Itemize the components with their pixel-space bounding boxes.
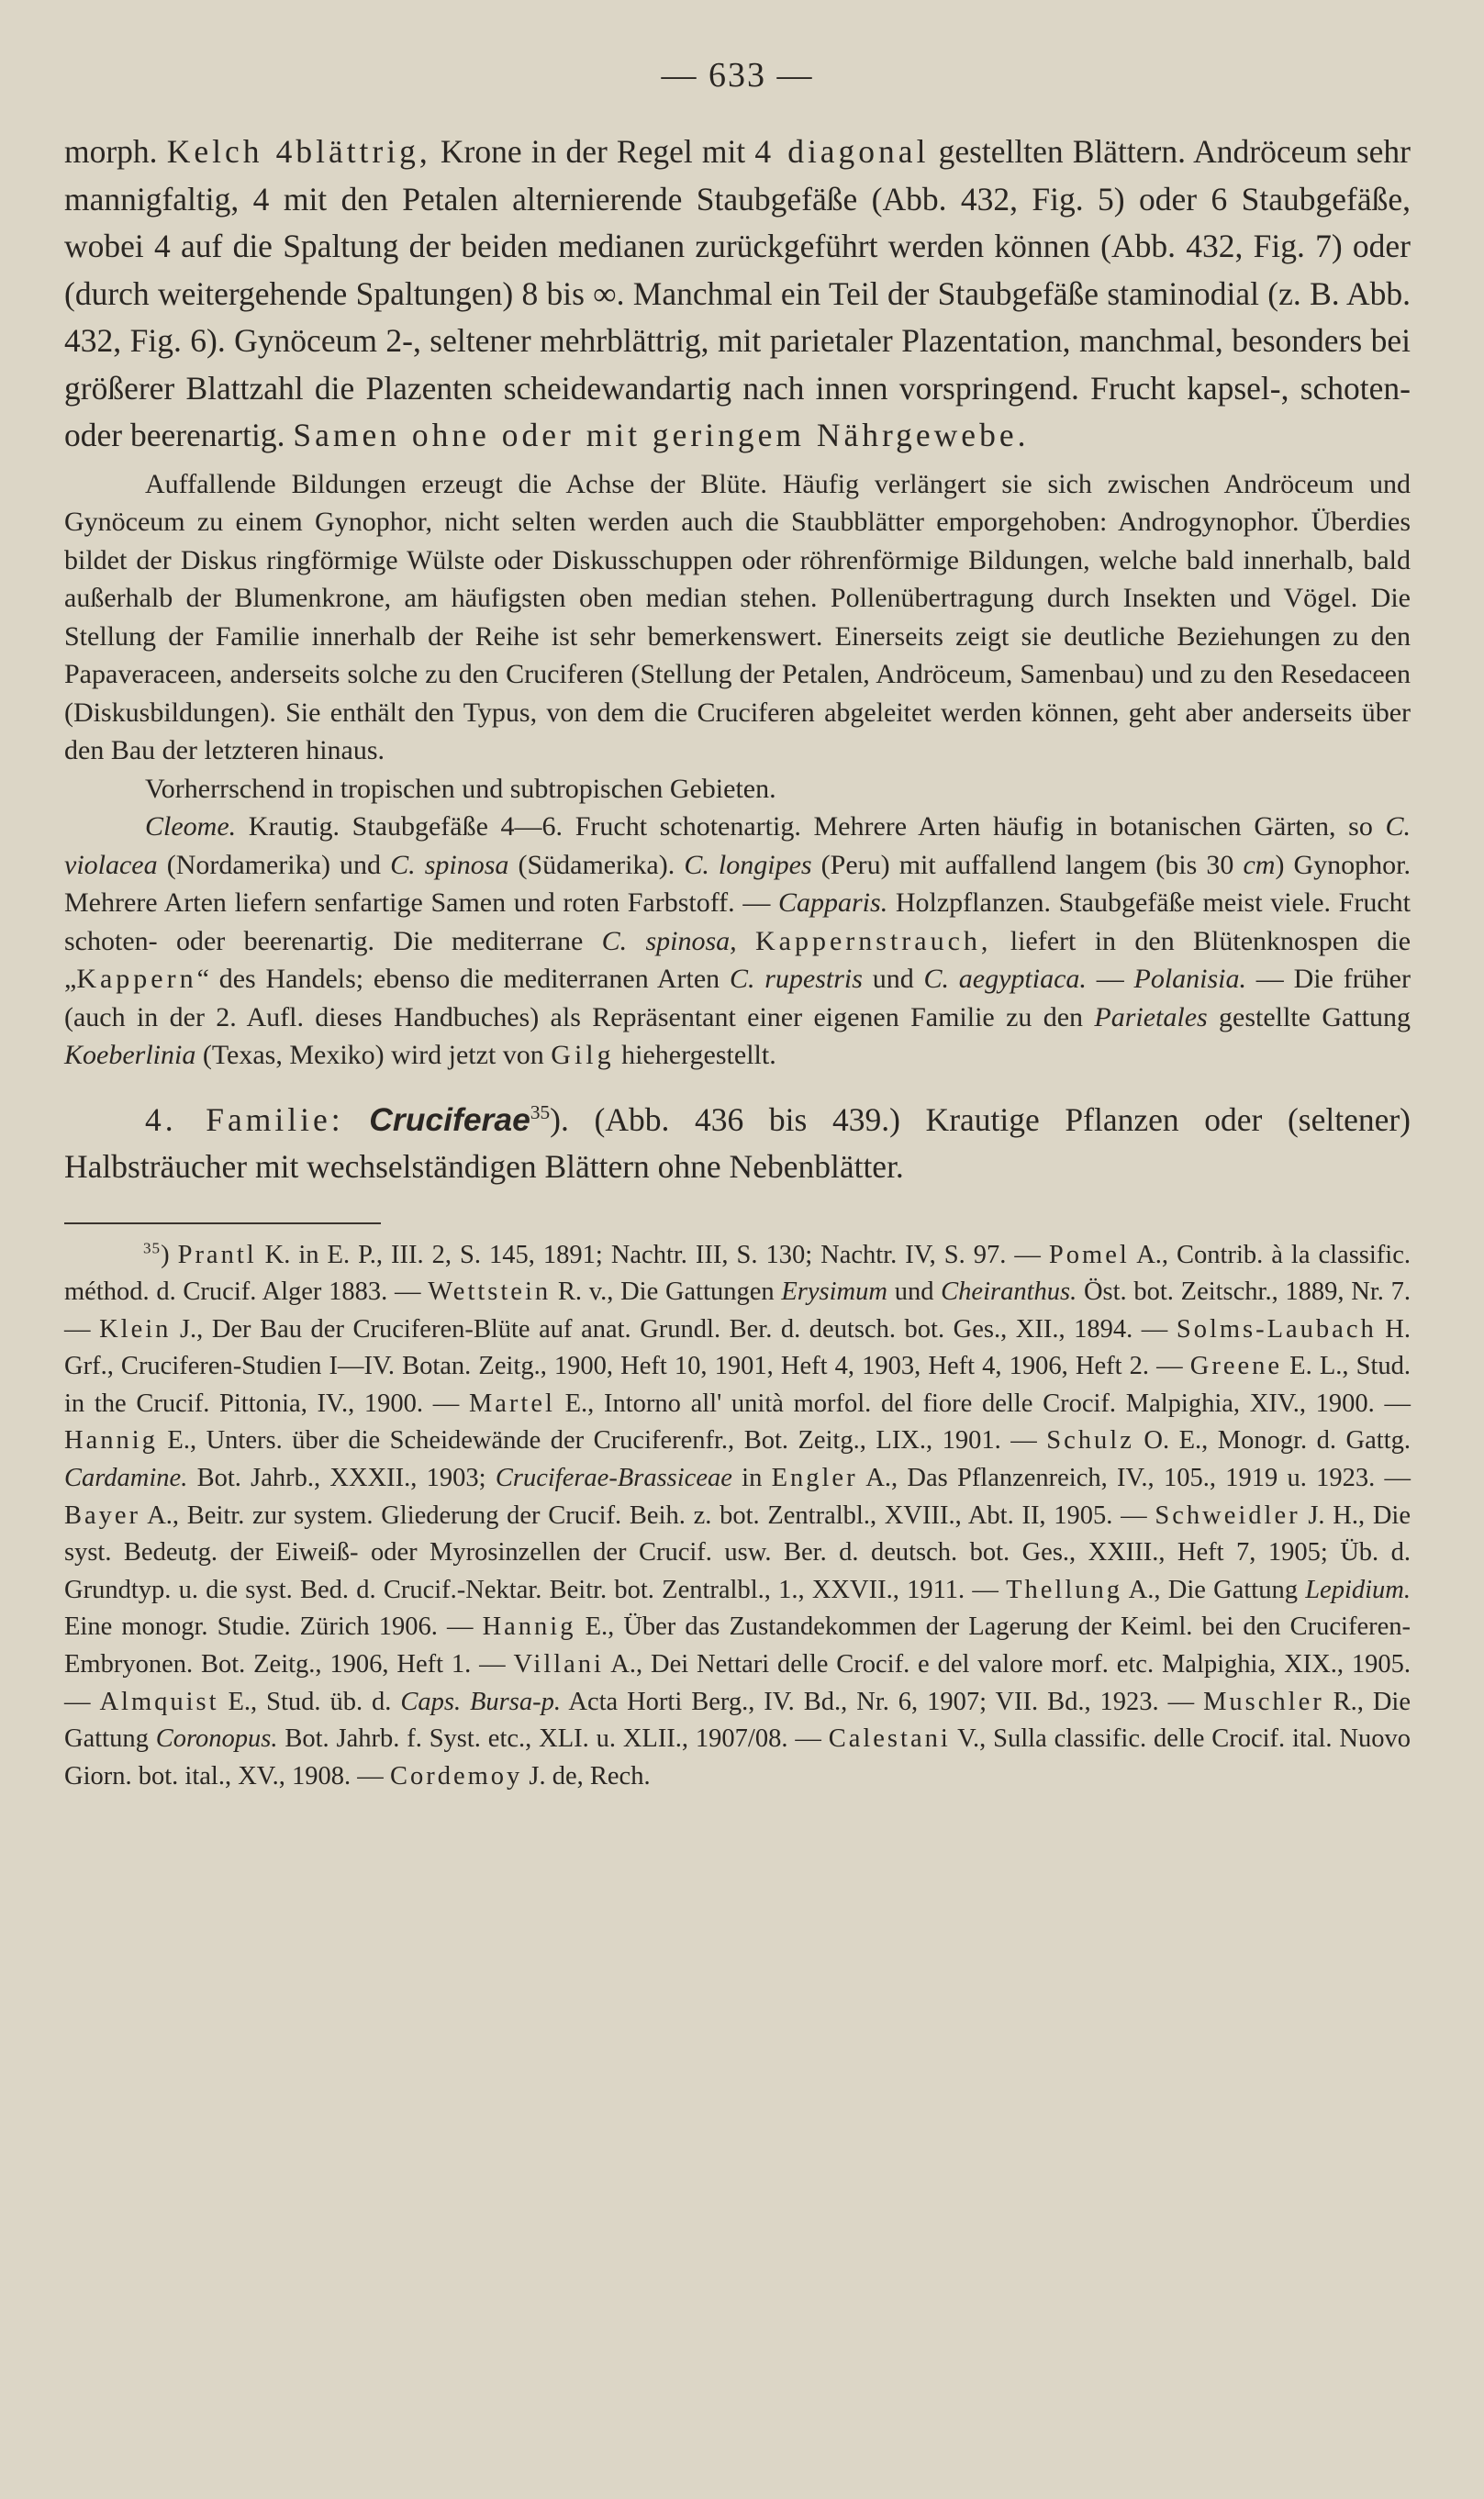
footnote-author: Engler (771, 1464, 858, 1493)
footnote-text: A., Contrib. à la classific. méthod. d. Crucif. Alger 1883. — (64, 1240, 1411, 1307)
footnote-italic-title: Cruciferae-Brassiceae (495, 1464, 732, 1493)
footnote-author: Greene (1189, 1352, 1283, 1381)
footnote-author: Wettstein (428, 1277, 552, 1307)
footnote-text: Eine monogr. Studie. Zürich 1906. — (64, 1612, 483, 1642)
footnote-divider (64, 1222, 381, 1224)
footnote-italic-title: Cardamine. (64, 1464, 188, 1493)
footnote-author: Cordemoy (389, 1761, 523, 1791)
footnote-text: Acta Horti Berg., IV. Bd., Nr. 6, 1907; VII. Bd., 1923. — (560, 1687, 1204, 1716)
footnote-author: Muschler (1203, 1687, 1324, 1716)
footnote-text: Bot. Jahrb. f. Syst. etc., XLI. u. XLII., 1907/08. — (277, 1724, 829, 1754)
footnote-number: 35 (143, 1239, 162, 1256)
paragraph-axis-formations: Auffallende Bildungen erzeugt die Achse der Blüte. Häufig verlängert sie sich zwischen Andröceum und Gynöceum zu einem Gynophor, nicht selten werden auch die Staubblätter emporgehoben: Androgynophor. Überdies bildet der Diskus ringförmige Wülste oder Diskusschuppen oder röhrenförmige Bildungen, welche bald innerhalb, bald außerhalb der Blumenkrone, am häufigsten oben median stehen. Pollenübertragung durch Insekten und Vögel. Die Stellung der Familie innerhalb der Reihe ist sehr bemerkenswert. Einerseits zeigt sie deutliche Beziehungen zu den Papaveraceen, anderseits solche zu den Cruciferen (Stellung der Petalen, Andröceum, Samenbau) und zu den Resedaceen (Diskusbildungen). Sie enthält den Typus, von dem die Cruciferen abgeleitet werden können, geht aber anderseits über den Bau der letzteren hinaus. (64, 468, 1411, 765)
footnote-text: E., Stud. üb. d. (218, 1687, 401, 1716)
footnote-author: Thellung (1006, 1575, 1123, 1604)
footnote-text: J. H., Die syst. Bedeutg. der Eiweiß- oder Myrosinzellen der Crucif. usw. Ber. d. deutsch. bot. Ges., XXIII., Heft 7, 1905; Üb. d. Grundtyp. u. die syst. Bed. d. Crucif.-Nektar. Beitr. bot. Zentralbl., 1., XXVII., 1911. — (64, 1501, 1411, 1604)
footnote-author: Villani (513, 1650, 604, 1679)
footnote-author: Prantl (177, 1240, 257, 1269)
footnote-text: E., Unters. über die Scheidewände der Cruciferenfr., Bot. Zeitg., LIX., 1901. — (157, 1426, 1047, 1456)
footnote-italic-title: Caps. Bursa-p. (400, 1687, 561, 1716)
paragraph-distribution: Vorherrschend in tropischen und subtropischen Gebieten. (145, 773, 776, 804)
footnote-author: Schulz (1046, 1426, 1134, 1456)
footnote-text: O. E., Monogr. d. Gattg. (1133, 1426, 1411, 1456)
footnote-body (64, 1241, 1411, 1791)
footnote-text: A., Das Pflanzenreich, IV., 105., 1919 u. 1923. — (857, 1464, 1411, 1493)
footnote-35: $^{35}$) Prantl K. in E. P., III. 2, S. 145, 1891; Nachtr. III, S. 130; Nachtr. IV, S. 97. — Pomel A., Contrib. à la classific. méthod. d. Crucif. Alger 1883. — Wettstein R. v., Die Gattungen Erysimum und Cheiranthus. Öst. bot. Zeitschr., 1889, Nr. 7. — Klein J., Der Bau der Cruciferen-Blüte auf anat. Grundl. Ber. d. deutsch. bot. Ges., XII., 1894. — Solms-Laubach H. Grf., Cruciferen-Studien I—IV. Botan. Zeitg., 1900, Heft 10, 1901, Heft 4, 1903, Heft 4, 1906, Heft 2. — Greene E. L., Stud. in the Crucif. Pittonia, IV., 1900. — Martel E., Intorno all' unità morfol. del fiore delle Crocif. Malpighia, XIV., 1900. — Hannig E., Unters. über die Scheidewände der Cruciferenfr., Bot. Zeitg., LIX., 1901. — Schulz O. E., Monogr. d. Gattg. Cardamine. Bot. Jahrb., XXXII., 1903; Cruciferae-Brassiceae in Engler A., Das Pflanzenreich, IV., 105., 1919 u. 1923. — Bayer A., Beitr. zur system. Gliederung der Crucif. Beih. z. bot. Zentralbl., XVIII., Abt. II, 1905. — Schweidler J. H., Die syst. Bedeutg. der Eiweiß- oder Myrosinzellen der Crucif. usw. Ber. d. deutsch. bot. Ges., XXIII., Heft 7, 1905; Üb. d. Grundtyp. u. die syst. Bed. d. Crucif.-Nektar. Beitr. bot. Zentralbl., 1., XXVII., 1911. — Thellung A., Die Gattung Lepidium. Eine monogr. Studie. Zürich 1906. — Hannig E., Über das Zustandekommen der Lagerung der Keiml. bei den Cruciferen-Embryonen. Bot. Zeitg., 1906, Heft 1. — Villani A., Dei Nettari delle Crocif. e del valore morf. etc. Malpighia, XIX., 1905. — Almquist E., Stud. üb. d. Caps. Bursa-p. Acta Horti Berg., IV. Bd., Nr. 6, 1907; VII. Bd., 1923. — Muschler R., Die Gattung Coronopus. Bot. Jahrb. f. Syst. etc., XLI. u. XLII., 1907/08. — Calestani V., Sulla classific. delle Crocif. ital. Nuovo Giorn. bot. ital., XV., 1908. — Cordemoy J. de, Rech. (64, 1239, 1411, 1791)
footnote-text: A., Die Gattung (1122, 1575, 1306, 1604)
footnote-text: K. in E. P., III. 2, S. 145, 1891; Nachtr. III, S. 130; Nachtr. IV, S. 97. — (256, 1240, 1049, 1269)
footnote-text: E., Intorno all' unità morfol. del fiore delle Crocif. Malpighia, XIV., 1900. — (554, 1389, 1411, 1418)
footnote-text: E. L., Stud. in the Crucif. Pittonia, IV., 1900. — (64, 1352, 1411, 1418)
footnote-text: A., Dei Nettari delle Crocif. e del valore morf. etc. Malpighia, XIX., 1905. — (64, 1650, 1411, 1716)
footnote-reference[interactable]: 35 (530, 1100, 551, 1123)
footnote-author: Bayer (64, 1501, 141, 1530)
footnote-author: Klein (99, 1314, 172, 1344)
page-number: — 633 — (661, 56, 814, 95)
paragraph-family-cruciferae: 4. Familie: Cruciferae$^{35}$). (Abb. 436 bis 439.) Krautige Pflanzen oder (seltener) Halbsträucher mit wechselständigen Blättern ohne Nebenblätter. (64, 1100, 1411, 1185)
footnote-italic-title: Erysimum (781, 1277, 887, 1307)
paragraph-genera: Cleome. Krautig. Staubgefäße 4—6. Frucht schotenartig. Mehrere Arten häufig in botanischen Gärten, so C. violacea (Nordamerika) und C. spinosa (Südamerika). C. longipes (Peru) mit auffallend langem (bis 30 cm) Gynophor. Mehrere Arten liefern senfartige Samen und roten Farbstoff. — Capparis. Holzpflanzen. Staubgefäße meist viele. Frucht schoten- oder beerenartig. Die mediterrane C. spinosa, Kappernstrauch, liefert in den Blütenknospen die „Kappern“ des Handels; ebenso die mediterranen Arten C. rupestris und C. aegyptiaca. — Polanisia. — Die früher (auch in der 2. Aufl. dieses Handbuches) als Repräsentant einer eigenen Familie zu den Parietales gestellte Gattung Koeberlinia (Texas, Mexiko) wird jetzt von Gilg hiehergestellt. (64, 811, 1411, 1070)
footnote-text: A., Beitr. zur system. Gliederung der Crucif. Beih. z. bot. Zentralbl., XVIII., Abt. II, 1905. — (140, 1501, 1155, 1530)
footnote-text: und (887, 1277, 942, 1307)
family-name: Cruciferae (369, 1100, 530, 1138)
footnote-text: H. Grf., Cruciferen-Studien I—IV. Botan. Zeitg., 1900, Heft 10, 1901, Heft 4, 1903, Heft 4, 1906, Heft 2. — (64, 1314, 1411, 1381)
footnote-italic-title: Coronopus. (155, 1724, 278, 1754)
footnote-text: Bot. Jahrb., XXXII., 1903; (187, 1464, 496, 1493)
paragraph-description: morph. Kelch 4blättrig, Krone in der Regel mit 4 diagonal gestellten Blättern. Andröceum sehr mannigfaltig, 4 mit den Petalen alternierende Staubgefäße (Abb. 432, Fig. 5) oder 6 Staubgefäße, wobei 4 auf die Spaltung der beiden medianen zurückgeführt werden können (Abb. 432, Fig. 7) oder (durch weitergehende Spaltungen) 8 bis ∞. Manchmal ein Teil der Staubgefäße staminodial (z. B. Abb. 432, Fig. 6). Gynöceum 2-, seltener mehrblättrig, mit parietaler Plazentation, manchmal, besonders bei größerer Blattzahl die Plazenten scheidewandartig nach innen vorspringend. Frucht kapsel-, schoten- oder beerenartig. Samen ohne oder mit geringem Nährgewebe. (64, 133, 1411, 453)
footnote-italic-title: Lepidium. (1305, 1575, 1411, 1604)
footnote-author: Martel (468, 1389, 555, 1418)
footnote-author: Calestani (828, 1724, 951, 1754)
footnote-text: Öst. bot. Zeitschr., 1889, Nr. 7. — (64, 1277, 1411, 1344)
footnote-text: J. de, Rech. (522, 1761, 651, 1791)
footnote-text: in (731, 1464, 772, 1493)
footnote-author: Schweidler (1155, 1501, 1300, 1530)
footnote-author: Hannig (482, 1612, 576, 1642)
footnote-author: Hannig (64, 1426, 158, 1456)
footnote-italic-title: Cheiranthus. (941, 1277, 1077, 1307)
footnote-text: R. v., Die Gattungen (551, 1277, 782, 1307)
footnote-author: Almquist (99, 1687, 219, 1716)
footnote-text: R., Die Gattung (64, 1687, 1411, 1754)
footnote-author: Solms-Laubach (1176, 1314, 1377, 1344)
footnote-text: J., Der Bau der Cruciferen-Blüte auf anat. Grundl. Ber. d. deutsch. bot. Ges., XII., 1894. — (171, 1314, 1177, 1344)
footnote-text: E., Über das Zustandekommen der Lagerung der Keiml. bei den Cruciferen-Embryonen. Bot. Zeitg., 1906, Heft 1. — (64, 1612, 1411, 1679)
footnote-text: V., Sulla classific. delle Crocif. ital. Nuovo Giorn. bot. ital., XV., 1908. — (64, 1724, 1411, 1791)
footnote-author: Pomel (1048, 1240, 1130, 1269)
